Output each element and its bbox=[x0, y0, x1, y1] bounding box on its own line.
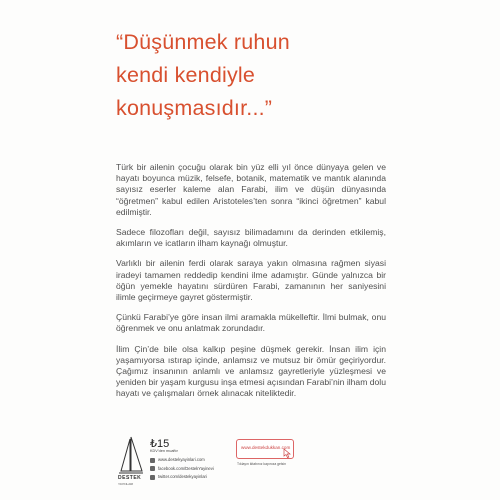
social-text-twitter: twitter.com/destekyayinlari bbox=[158, 474, 207, 479]
website-link[interactable]: www.destekdukkan.com bbox=[241, 445, 291, 450]
social-text-web: www.destekyayinlari.com bbox=[158, 457, 205, 462]
blurb-text bbox=[116, 162, 386, 409]
paragraph-4: Çünkü Farabi’ye göre insan ilmi aramakla mükelleftir. İlmi bulmak, onu öğrenmek ve onu anlatmak zorundadır. bbox=[116, 312, 386, 334]
pull-quote bbox=[116, 26, 416, 125]
paragraph-3: Varlıklı bir ailenin ferdi olarak saraya yakın olmasına rağmen siyasi iradeyi tamamen reddedip kendini ilme adamıştır. Günde yalnızca bir öğün yemekle hayatını sürdüren Farabi, zamanının her saniyesini ilimle geçirmeye gayret göstermiştir. bbox=[116, 258, 386, 303]
paragraph-2: Sadece filozofları değil, sayısız bilimadamını da derinden etkilemiş, akımların ve icatların ilham kaynağı olmuştur. bbox=[116, 227, 386, 249]
web-icon bbox=[150, 458, 155, 463]
price: ₺15 bbox=[150, 438, 170, 450]
twitter-icon bbox=[150, 475, 155, 480]
quote-line-2: kendi kendiyle bbox=[116, 63, 256, 87]
publisher-name: DESTEK bbox=[118, 475, 142, 481]
publisher-sub: YAYINLARI bbox=[118, 482, 134, 486]
paragraph-5: İlim Çin’de bile olsa kalkıp peşine düşmek gerekir. İnsan ilim için yaşamıyorsa ıstırap içinde, anlamsız ve mutsuz bir ömür geçiriyordur. Çağımız insanının anlamlı ve anlamsız gayretleriyle yüzleşmesi ve yeniden bir yaşam kurgusu inşa etmesi açısından Farabi’nin ilham dolu hayatı ve çalışmaları örnek alınacak niteliktedir. bbox=[116, 343, 386, 399]
social-links bbox=[150, 456, 214, 482]
social-row-web[interactable] bbox=[150, 456, 214, 465]
paragraph-1: Türk bir ailenin çocuğu olarak bin yüz elli yıl önce dünyaya gelen ve hayatı boyunca müzik, felsefe, botanik, matematik ve mantık alanında sayısız eserler kaleme alan Farabi, ilim ve düşün dünyasında “öğretmen” kabul edilen Aristoteles’ten sonra “ikinci öğretmen” kabul edilmiştir. bbox=[116, 162, 386, 217]
facebook-icon bbox=[150, 466, 155, 471]
publisher-footer bbox=[116, 435, 386, 495]
tax-note: KDV’den muaftır bbox=[150, 449, 178, 453]
pointer-cursor-icon bbox=[283, 448, 291, 458]
social-text-facebook: facebook.com/DestekYayinevi bbox=[158, 465, 214, 471]
social-row-facebook[interactable] bbox=[150, 465, 214, 474]
social-row-twitter[interactable] bbox=[150, 473, 214, 482]
quote-line-3: konuşmasıdır...” bbox=[116, 96, 273, 120]
website-note: Tıklayın kitabınız kapınıza gelsin bbox=[237, 462, 287, 466]
quote-line-1: “Düşünmek ruhun bbox=[116, 30, 290, 54]
